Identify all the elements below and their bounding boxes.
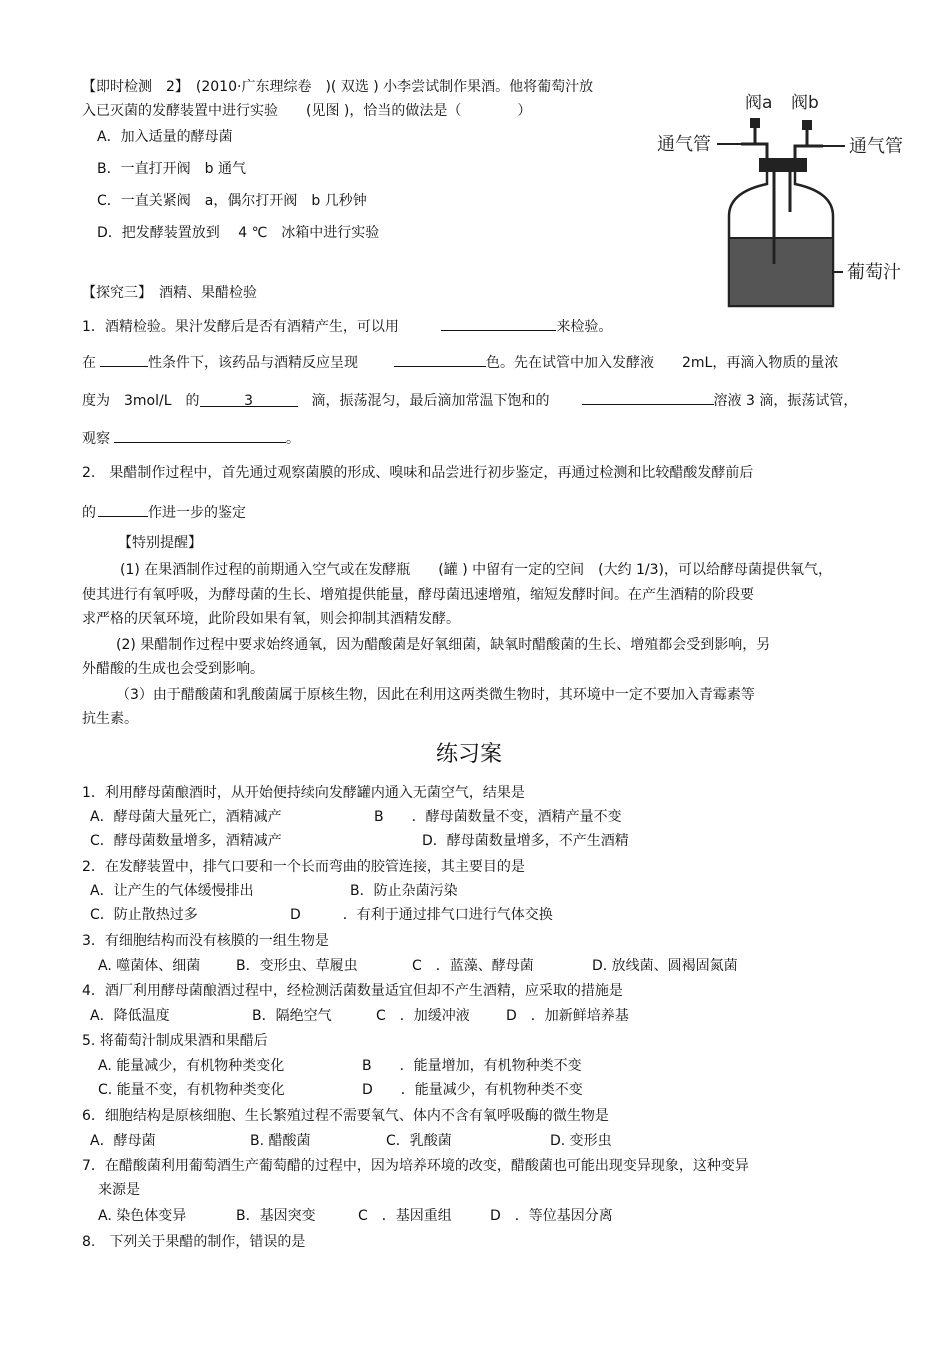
practice-q1-a: A．酵母菌大量死亡，酒精减产 (90, 809, 282, 825)
practice-q7-line2: 来源是 (98, 1182, 140, 1198)
blank-ph[interactable] (98, 502, 148, 517)
blank-observation[interactable] (114, 428, 286, 443)
practice-q4-a: A．降低温度 (90, 1008, 170, 1024)
reminder-p1-line2: 使其进行有氧呼吸，为酵母菌的生长、增殖提供能量，酵母菌迅速增殖，缩短发酵时间。在产生酒精的阶段要 (82, 587, 754, 603)
practice-q5-d: D ．能量减少，有机物种类不变 (362, 1082, 583, 1098)
grape-juice-liquid (730, 238, 832, 305)
practice-q6-d: D. 变形虫 (550, 1133, 612, 1149)
q2-text-c: 作进一步的鉴定 (148, 505, 246, 521)
q1-text-b: 来检验。 (556, 319, 613, 335)
practice-q2-b: B．防止杂菌污染 (350, 883, 458, 899)
valve-b (802, 120, 812, 130)
q1-text-d: 性条件下，该药品与酒精反应呈现 (148, 355, 358, 371)
q1-line4 (82, 428, 300, 448)
q1-text-i: 观察 (82, 431, 110, 447)
practice-q1-c: C．酵母菌数量增多，酒精减产 (90, 833, 282, 849)
practice-q6-c: C．乳酸菌 (386, 1133, 452, 1149)
blank-saturated-solution[interactable] (582, 390, 714, 405)
reminder-p2-line1: (2) 果醋制作过程中要求始终通氧，因为醋酸菌是好氧细菌，缺氧时醋酸菌的生长、增殖都会受到影响，另 (116, 637, 771, 653)
reminder-p2-line2: 外醋酸的生成也会受到影响。 (82, 661, 264, 677)
practice-q3-b: B．变形虫、草履虫 (236, 958, 358, 974)
practice-q3-c: C ．蓝藻、酵母菌 (412, 958, 534, 974)
q1-text-j: 。 (286, 431, 300, 447)
q1-line2 (82, 352, 838, 372)
q1-text-e: 色。先在试管中加入发酵液 2mL，再滴入物质的量浓 (486, 355, 839, 371)
valve-a (750, 118, 760, 128)
valve-a-label: 阀a (745, 93, 773, 113)
practice-q5: 5. 将葡萄汁制成果酒和果醋后 (82, 1033, 268, 1049)
q1-line1 (82, 316, 612, 336)
practice-q4-b: B．隔绝空气 (252, 1008, 332, 1024)
practice-q4: 4．酒厂利用酵母菌酿酒过程中，经检测活菌数量适宜但却不产生酒精，应采取的措施是 (82, 983, 623, 999)
blank-acidity[interactable] (100, 352, 148, 367)
stopper (759, 158, 807, 172)
juice-label: 葡萄汁 (847, 262, 901, 283)
practice-q7-c: C ．基因重组 (358, 1208, 452, 1224)
practice-q3: 3．有细胞结构而没有核膜的一组生物是 (82, 933, 329, 949)
practice-q5-c: C. 能量不变，有机物种类变化 (98, 1082, 285, 1098)
practice-q2-a: A．让产生的气体缓慢排出 (90, 883, 254, 899)
reminder-p3-line2: 抗生素。 (82, 711, 138, 727)
option-a: A．加入适量的酵母菌 (97, 129, 233, 145)
valve-b-label: 阀b (791, 93, 819, 113)
blank-color[interactable] (394, 352, 486, 367)
q1-text-g: 滴，振荡混匀，最后滴加常温下饱和的 (311, 393, 550, 409)
practice-q7-b: B．基因突变 (236, 1208, 316, 1224)
question-header-line2: 入已灭菌的发酵装置中进行实验 (见图 )，恰当的做法是（ ） (82, 103, 532, 119)
practice-q5-a: A. 能量减少，有机物种类变化 (98, 1058, 285, 1074)
reminder-p1-line3: 求严格的厌氧环境，此阶段如果有氧，则会抑制其酒精发酵。 (82, 611, 460, 627)
practice-q6-b: B. 醋酸菌 (250, 1133, 311, 1149)
practice-q7-line1: 7．在醋酸菌利用葡萄酒生产葡萄醋的过程中，因为培养环境的改变，醋酸菌也可能出现变异现象，这种变异 (82, 1158, 749, 1174)
practice-q6-a: A．酵母菌 (90, 1133, 156, 1149)
option-d: D．把发酵装置放到 4 ℃ 冰箱中进行实验 (97, 225, 380, 241)
q2-line2 (82, 502, 246, 522)
question-header-line1: 【即时检测 2】 (2010·广东理综卷 )( 双选 ) 小李尝试制作果酒。他将葡萄汁放 (82, 79, 594, 95)
blank-reagent[interactable] (441, 316, 556, 331)
q2-text-b: 的 (82, 505, 96, 521)
q1-text-f: 度为 3mol/L 的 (82, 393, 200, 409)
reminder-heading: 【特别提醒】 (118, 535, 202, 551)
option-c: C．一直关紧阀 a，偶尔打开阀 b 几秒钟 (97, 193, 367, 209)
practice-q5-b: B ．能量增加，有机物种类不变 (362, 1058, 582, 1074)
q1-text-h: 溶液 3 滴，振荡试管， (713, 393, 858, 409)
practice-q1-b: B ．酵母菌数量不变，酒精产量不变 (374, 809, 622, 825)
option-b: B．一直打开阀 b 通气 (97, 161, 246, 177)
practice-q2-d: D ．有利于通过排气口进行气体交换 (290, 907, 553, 923)
q1-text-a: 1．酒精检验。果汁发酵后是否有酒精产生，可以用 (82, 319, 399, 335)
blank-solution[interactable]: 3 (200, 392, 298, 407)
q2-line1: 2. 果醋制作过程中，首先通过观察菌膜的形成、嗅味和品尝进行初步鉴定，再通过检测和比较醋酸发酵前后 (82, 465, 754, 481)
practice-q7-d: D ．等位基因分离 (490, 1208, 613, 1224)
practice-q8: 8. 下列关于果醋的制作，错误的是 (82, 1234, 306, 1250)
q1-line3 (82, 390, 857, 410)
practice-q2-c: C．防止散热过多 (90, 907, 198, 923)
practice-title: 练习案 (436, 742, 503, 767)
practice-q4-d: D ．加新鲜培养基 (506, 1008, 629, 1024)
practice-q1: 1．利用酵母菌酿酒时，从开始便持续向发酵罐内通入无菌空气，结果是 (82, 785, 525, 801)
practice-q6: 6．细胞结构是原核细胞、生长繁殖过程不需要氧气、体内不含有氧呼吸酶的微生物是 (82, 1108, 609, 1124)
reminder-p1-line1: (1) 在果酒制作过程的前期通入空气或在发酵瓶 (罐 ) 中留有一定的空间 (大约 1/3)，可以给酵母菌提供氧气， (120, 562, 833, 578)
explore-heading: 【探究三】 酒精、果醋检验 (82, 285, 257, 301)
left-pipe-label: 通气管 (657, 134, 711, 155)
practice-q3-d: D. 放线菌、圆褐固氮菌 (592, 958, 738, 974)
practice-q2: 2．在发酵装置中，排气口要和一个长而弯曲的胶管连接，其主要目的是 (82, 859, 525, 875)
practice-q3-a: A. 噬菌体、细菌 (98, 958, 201, 974)
q1-text-c: 在 (82, 355, 96, 371)
practice-q7-a: A. 染色体变异 (98, 1208, 187, 1224)
fermentation-apparatus-figure (655, 88, 915, 313)
reminder-p3-line1: （3）由于醋酸菌和乳酸菌属于原核生物，因此在利用这两类微生物时，其环境中一定不要加入青霉素等 (116, 687, 755, 703)
right-pipe-label: 通气管 (849, 136, 903, 157)
practice-q4-c: C ．加缓冲液 (376, 1008, 470, 1024)
practice-q1-d: D．酵母菌数量增多，不产生酒精 (422, 833, 629, 849)
